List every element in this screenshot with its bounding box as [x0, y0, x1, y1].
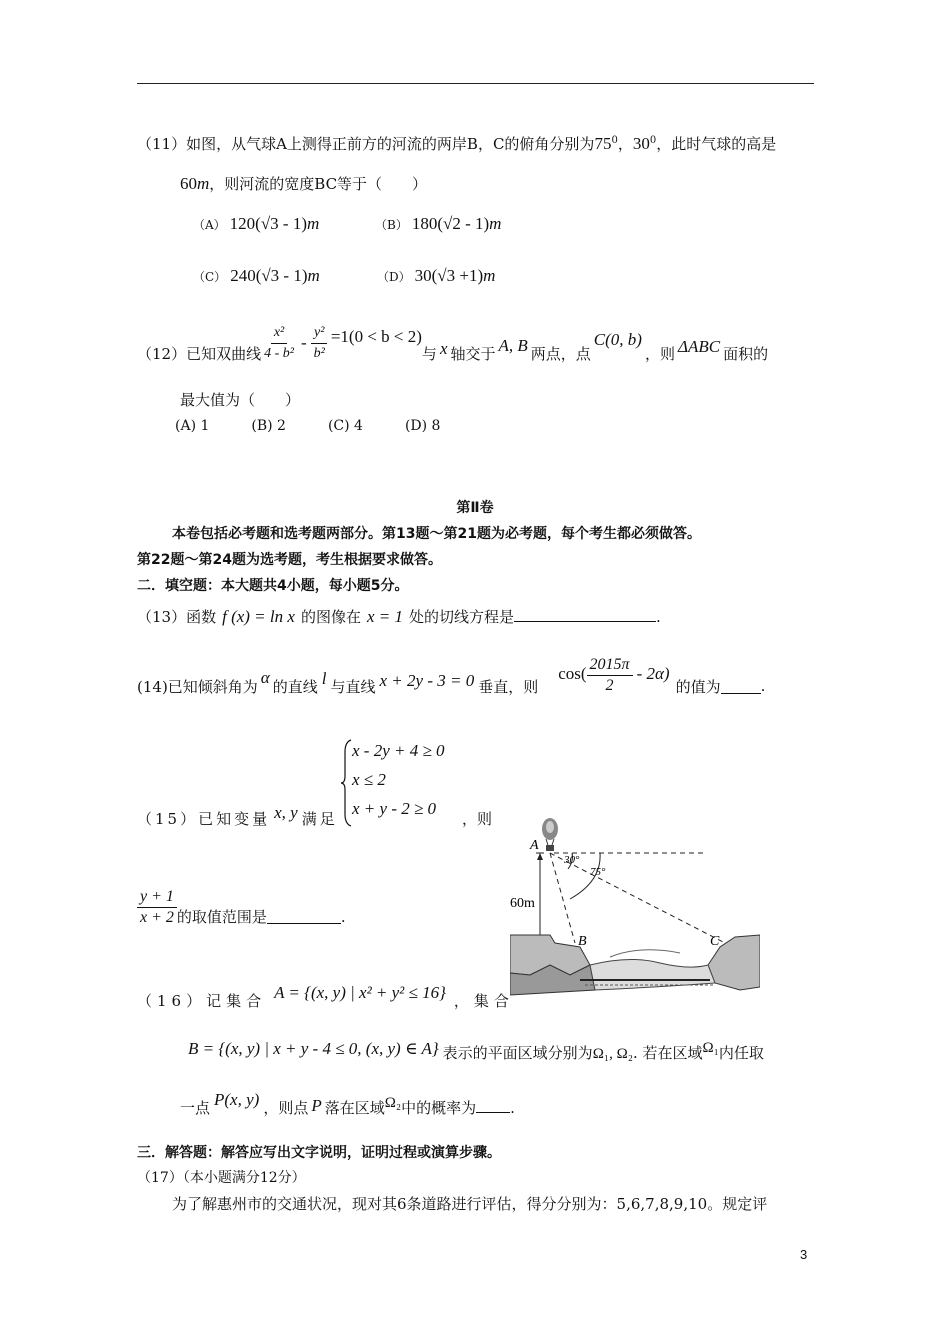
frac-num: x² [271, 323, 287, 344]
q16-text: 落在区域 [324, 1099, 385, 1117]
deg-sup: 0 [649, 135, 657, 146]
unit: m [307, 266, 320, 285]
q16-text: . 若在区域 [632, 1044, 703, 1062]
period: . [656, 608, 661, 626]
constraint-3: x + y - 2 ≥ 0 [352, 799, 437, 818]
label-60m: 60m [510, 896, 535, 911]
section2-intro2: 第22题～第24题为选考题，考生根据要求做答。 [137, 552, 442, 568]
q16-line2 [188, 1039, 764, 1063]
line-l: l [321, 669, 327, 688]
q14-prefix: (14)已知倾斜角为 [137, 677, 258, 696]
q15-then: ，则 [462, 810, 493, 828]
point-p: P(x, y) [214, 1090, 260, 1109]
option-label: （A） [193, 218, 226, 232]
q14-line [137, 650, 765, 700]
q11-option-a [193, 214, 319, 234]
triangle-abc: ΔABC [677, 337, 721, 356]
frac-num: y² [311, 323, 327, 344]
vars-xy: x, y [274, 803, 298, 822]
point-c: C(0, b) [593, 330, 642, 349]
option-value: 180(√2 - 1) [411, 214, 490, 233]
q14-text: 垂直，则 [478, 677, 539, 696]
answer-blank [267, 909, 341, 924]
option-label: （C） [193, 270, 227, 284]
frac-den: 2 [605, 676, 614, 694]
q15-text: 满足 [301, 810, 338, 828]
frac-num: y + 1 [137, 887, 177, 908]
solution-heading: 三．解答题：解答应写出文字说明，证明过程或演算步骤。 [137, 1145, 501, 1161]
q12-text: 面积的 [723, 344, 769, 363]
frac-den: b² [313, 345, 325, 361]
q16-text: 内任取 [718, 1044, 764, 1062]
fraction-y2 [311, 323, 328, 364]
cos: cos( [558, 664, 587, 683]
answer-blank [721, 679, 761, 694]
omega-regions: Ω₁, Ω₂ [592, 1046, 633, 1062]
unit: m [307, 214, 320, 233]
q12-text: 轴交于 [450, 344, 496, 363]
label-a: A [530, 838, 539, 853]
line-equation: x + 2y - 3 = 0 [379, 671, 475, 690]
function-expr: f (x) = ln x [222, 607, 295, 626]
q16-text: 一点 [180, 1099, 211, 1117]
q13-text: 的图像在 [300, 608, 361, 626]
set-b: B = {(x, y) | x + y - 4 ≤ 0, (x, y) ∈ A} [188, 1039, 439, 1058]
q12-line1 [137, 312, 768, 374]
fraction-ratio [137, 887, 177, 928]
q13-line [137, 606, 661, 627]
q11-text: （11）如图，从气球A上测得正前方的河流的两岸B，C的俯角分别为 [137, 135, 595, 153]
q13-prefix: （13）函数 [137, 608, 217, 626]
frac-den: 4 - b² [264, 345, 294, 361]
cos-tail: - 2α) [636, 664, 670, 683]
option-label: （D） [377, 270, 411, 284]
deg-sup: 0 [611, 135, 618, 146]
set-a: A = {(x, y) | x² + y² ≤ 16} [274, 983, 446, 1002]
q11-option-b [375, 214, 501, 234]
q12-prefix: （12）已知双曲线 [137, 344, 262, 363]
q16-text: 表示的平面区域分别为 [442, 1044, 593, 1062]
q14-text: 与直线 [330, 677, 376, 696]
unit: m [489, 214, 502, 233]
q17-title: （17）（本小题满分12分） [137, 1170, 306, 1186]
q11-question: ，则河流的宽度BC等于（ ） [209, 175, 428, 193]
points-ab: A, B [498, 336, 528, 355]
q12-line2: 最大值为（ ） [180, 391, 301, 409]
alpha: α [260, 668, 270, 687]
point-p-label: P [311, 1096, 322, 1115]
q12-text: ，则 [644, 344, 675, 363]
fraction-2015pi [587, 655, 633, 696]
frac-den: x + 2 [140, 909, 174, 926]
label-c: C [710, 934, 720, 949]
answer-blank [476, 1098, 510, 1113]
q16-text: 中的概率为 [401, 1099, 477, 1117]
q11-option-d [377, 266, 495, 286]
frac-num: 2015π [587, 655, 633, 676]
x-eq-1: x = 1 [366, 607, 403, 626]
eq-condition: =1(0 < b < 2) [330, 327, 422, 346]
constraint-1: x - 2y + 4 ≥ 0 [352, 741, 445, 760]
q15-line1 [137, 803, 338, 829]
unit: m [483, 266, 496, 285]
q12-text: 两点，点 [530, 344, 591, 363]
label-75deg: 75° [590, 866, 606, 878]
balloon-river-figure [510, 815, 760, 1000]
label-30deg: 30° [564, 854, 580, 866]
period: . [760, 677, 766, 695]
q13-text-end: 处的切线方程是 [408, 608, 514, 626]
omega-1: Ω₁ [702, 1040, 719, 1056]
option-label: （B） [375, 218, 408, 232]
page-number: 3 [800, 1247, 808, 1262]
angle-30: 30 [632, 134, 650, 153]
height-value: 60 [180, 174, 197, 193]
q16-text: ，集合 [453, 992, 514, 1010]
minus: - [300, 333, 307, 352]
section2-intro1: 本卷包括必考题和选考题两部分。第13题～第21题为必考题，每个考生都必须做答。 [172, 526, 701, 542]
option-value: 30(√3 +1) [414, 266, 484, 285]
q16-text: ，则点 [263, 1099, 309, 1117]
q16-prefix: （16）记集合 [137, 992, 267, 1010]
comma: ， [617, 135, 633, 153]
q15-line2 [137, 887, 346, 928]
q17-text: 为了解惠州市的交通状况，现对其6条道路进行评估，得分分别为：5,6,7,8,9,10。规定评 [172, 1195, 768, 1213]
answer-blank [514, 607, 656, 622]
top-rule [137, 83, 814, 84]
angle-75: 75 [594, 134, 612, 153]
section2-title: 第Ⅱ卷 [456, 500, 494, 516]
unit: m [197, 174, 210, 193]
q15-text-end: 的取值范围是 [176, 908, 267, 926]
q14-text-end: 的值为 [675, 677, 721, 696]
constraint-2: x ≤ 2 [352, 770, 386, 789]
period: . [340, 907, 346, 926]
option-value: 240(√3 - 1) [230, 266, 308, 285]
omega-2: Ω₂ [384, 1095, 402, 1111]
q11-option-c [193, 266, 320, 286]
var-x: x [439, 339, 448, 358]
q11-text-end: ，此时气球的高是 [656, 135, 777, 153]
label-b: B [578, 934, 587, 949]
q14-text: 的直线 [272, 677, 318, 696]
option-value: 120(√3 - 1) [229, 214, 307, 233]
q11-line2 [180, 173, 427, 194]
q12-options: (A) 1 (B) 2 (C) 4 (D) 8 [175, 418, 441, 434]
q11-line1 [137, 133, 776, 154]
q16-line1 [137, 983, 514, 1011]
q16-line3 [180, 1090, 515, 1118]
period: . [510, 1099, 515, 1117]
fill-in-heading: 二．填空题：本大题共4小题，每小题5分。 [137, 578, 409, 594]
fraction-x2 [261, 323, 297, 364]
q15-prefix: （15）已知变量 [137, 810, 271, 828]
q12-text: 与 [421, 344, 437, 363]
